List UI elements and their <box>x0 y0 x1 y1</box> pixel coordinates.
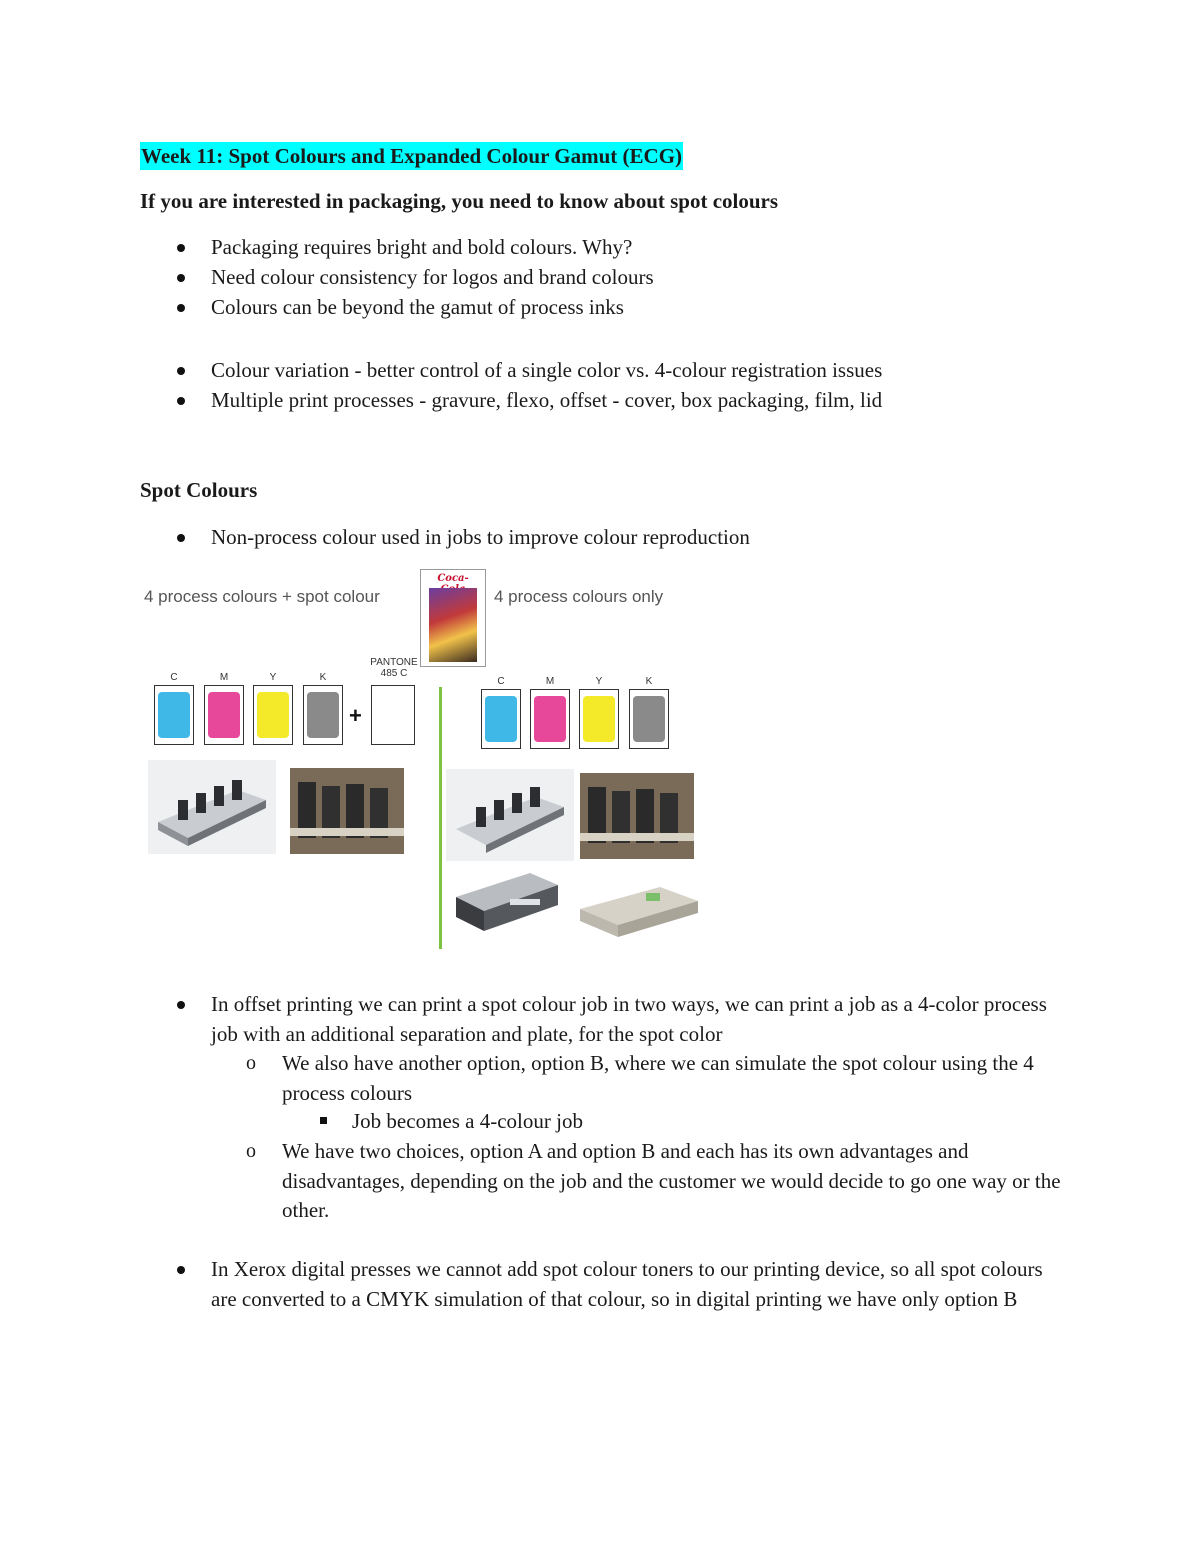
offset-press-image-right <box>446 769 574 861</box>
sep-label-c: C <box>170 672 178 683</box>
subheading: If you are interested in packaging, you need to know about spot colours <box>140 189 779 213</box>
coke-sample-image <box>420 569 486 667</box>
section-heading-spot-colours: Spot Colours <box>140 478 258 502</box>
sep-label-m: M <box>219 672 229 683</box>
spot-list <box>0 522 1071 552</box>
page-title: Week 11: Spot Colours and Expanded Colour Gamut (ECG) <box>141 144 683 168</box>
offset-paragraph: In offset printing we can print a spot colour job in two ways, we can print a job as a 4-color process job with an additional separation and plate, for the spot color <box>211 992 1047 1046</box>
sep-label-y: Y <box>269 672 277 683</box>
plus-sign: + <box>349 703 362 728</box>
two-choices-paragraph: We have two choices, option A and option B and each has its own advantages and disadvantages, depending on the job and the customer we would decide to go one way or the other. <box>282 1139 1061 1222</box>
sub-marker: o <box>246 1052 256 1074</box>
coke-artwork <box>429 588 477 662</box>
offset-press-image <box>148 760 276 854</box>
list-item: Packaging requires bright and bold colours. Why? <box>0 232 1071 262</box>
sep-label-m-right: M <box>545 676 555 687</box>
option-b-paragraph: We also have another option, option B, where we can simulate the spot colour using the 4 process colours <box>282 1051 1034 1105</box>
job-becomes-text: Job becomes a 4-colour job <box>352 1109 583 1133</box>
list-item: Colour variation - better control of a single color vs. 4-colour registration issues <box>0 355 1071 385</box>
sep-label-c-right: C <box>497 676 505 687</box>
square-bullet <box>320 1117 327 1124</box>
list-item: Need colour consistency for logos and brand colours <box>0 262 1071 292</box>
flexo-press-image-right <box>580 773 694 859</box>
divider-line <box>439 687 442 949</box>
list-item: Non-process colour used in jobs to improve colour reproduction <box>0 522 1071 552</box>
plate-spot <box>371 685 415 745</box>
packaging-list-b <box>0 355 1071 415</box>
sep-label-k: K <box>319 672 327 683</box>
pantone-name: PANTONE <box>370 657 418 668</box>
right-caption: 4 process colours only <box>494 587 664 606</box>
packaging-list-a <box>0 232 1071 322</box>
pantone-code: 485 C <box>380 668 408 679</box>
digital-press-image <box>576 881 702 941</box>
sep-label-k-right: K <box>645 676 653 687</box>
bullet-dot <box>177 1266 185 1274</box>
list-item: Colours can be beyond the gamut of process inks <box>0 292 1071 322</box>
plate-yellow-right <box>579 689 619 749</box>
coke-logo: Coca- <box>437 573 469 584</box>
plate-cyan <box>154 685 194 745</box>
plate-magenta <box>204 685 244 745</box>
plate-magenta-right <box>530 689 570 749</box>
plate-black-right <box>629 689 669 749</box>
spot-colour-figure <box>140 565 705 965</box>
pantone-label <box>364 657 424 679</box>
plate-cyan-right <box>481 689 521 749</box>
plate-yellow <box>253 685 293 745</box>
sep-label-y-right: Y <box>595 676 603 687</box>
list-item: Multiple print processes - gravure, flexo, offset - cover, box packaging, film, lid <box>0 385 1071 415</box>
flexo-press-image <box>290 768 404 854</box>
plate-black <box>303 685 343 745</box>
bullet-dot <box>177 1001 185 1009</box>
inkjet-printer-image <box>450 867 562 947</box>
xerox-paragraph: In Xerox digital presses we cannot add spot colour toners to our printing device, so all spot colours are converted to a CMYK simulation of that colour, so in digital printing we have only option B <box>211 1257 1043 1311</box>
left-caption: 4 process colours + spot colour <box>144 587 380 606</box>
sub-marker: o <box>246 1140 256 1162</box>
